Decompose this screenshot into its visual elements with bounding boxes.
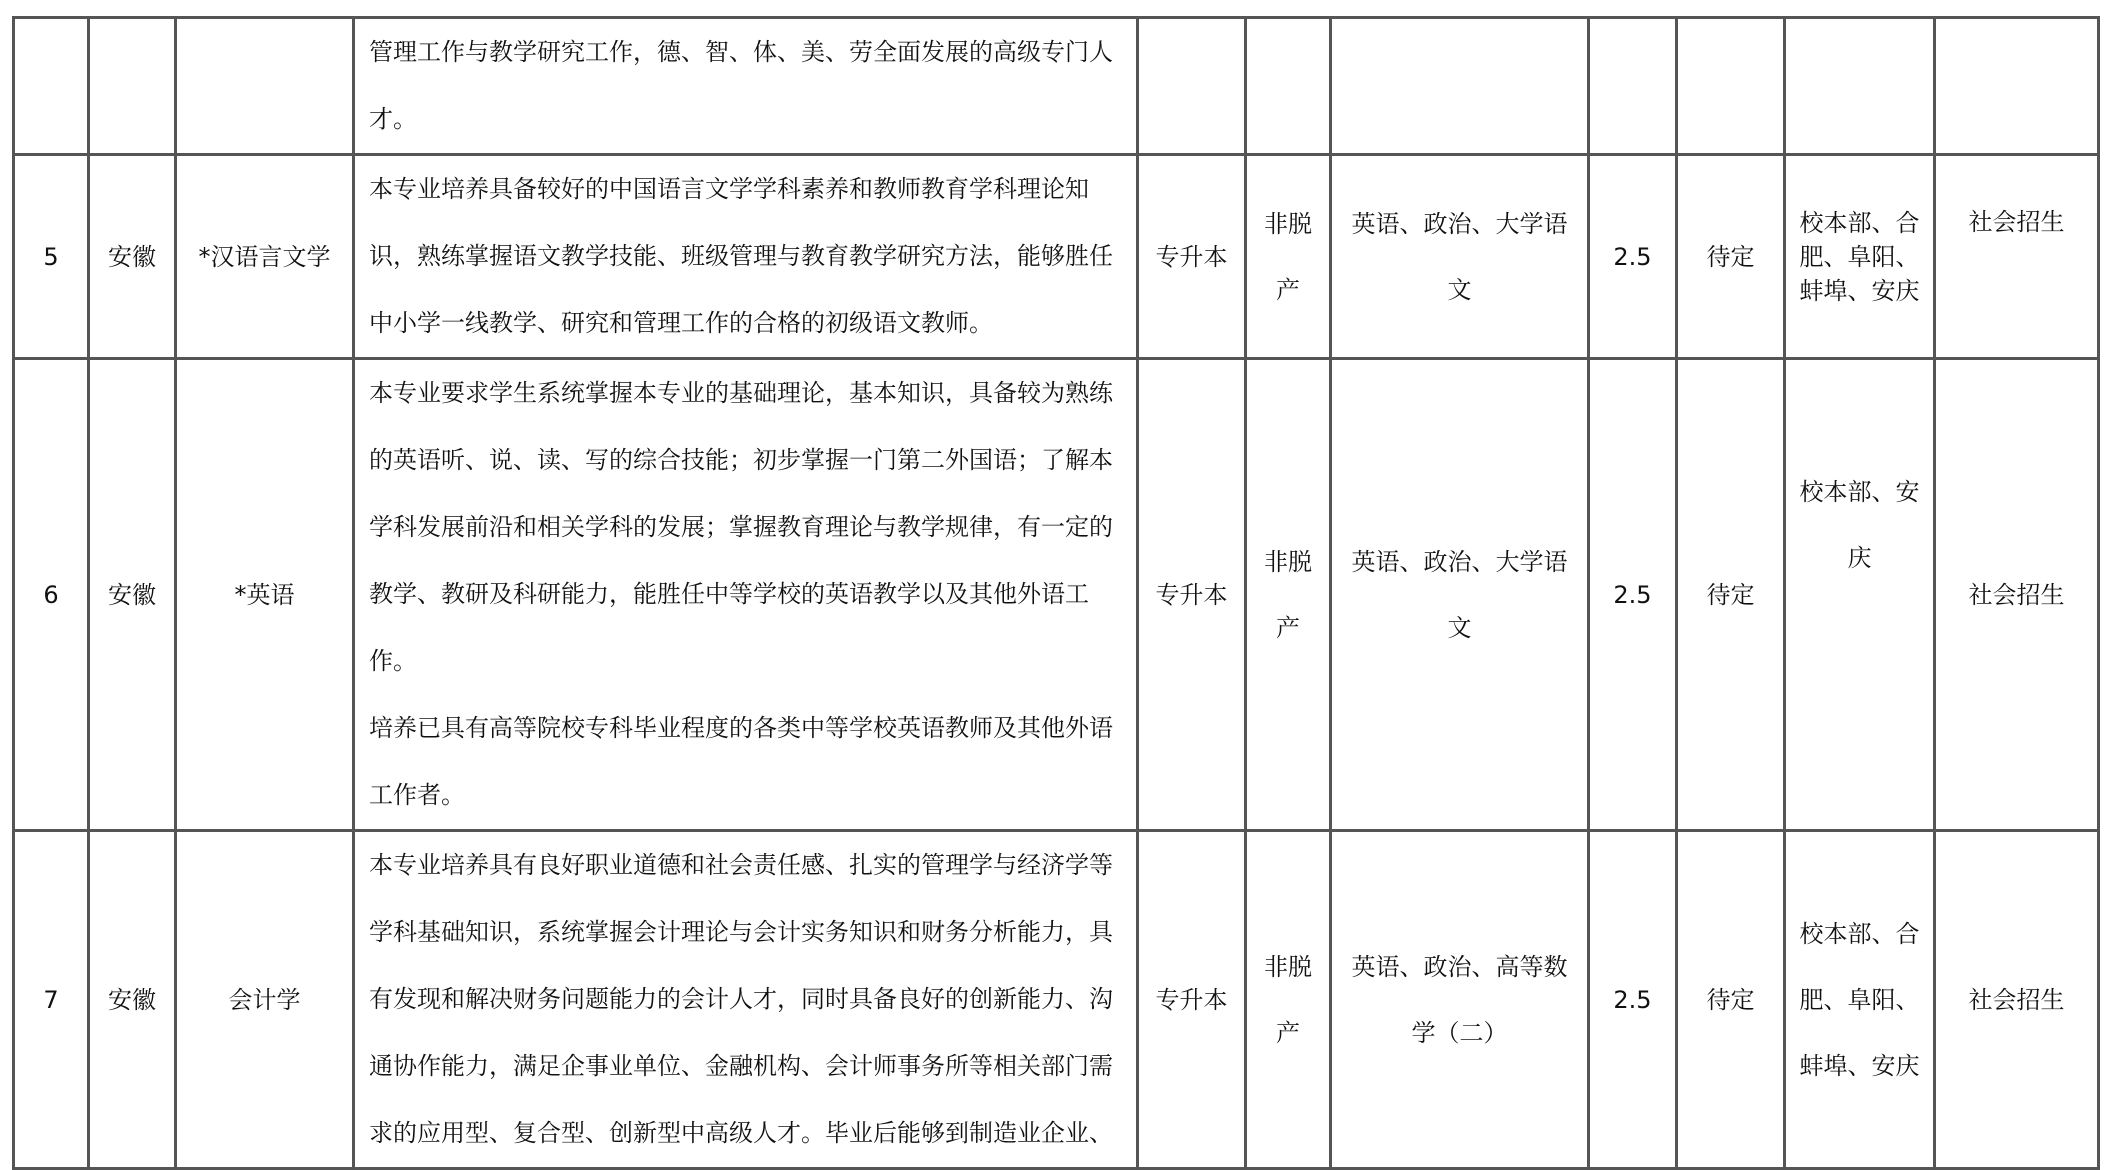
cell-study-form	[1246, 359, 1331, 831]
cell-campus	[1785, 359, 1935, 831]
cell-fee: 待定	[1677, 155, 1785, 359]
campus-line: 校本部、安	[1799, 478, 1920, 506]
desc-line: 学科基础知识，系统掌握会计理论与会计实务知识和财务分析能力，具	[369, 918, 1113, 946]
cell-campus	[1785, 831, 1935, 1169]
cell-exam-subjects	[1331, 18, 1589, 155]
form-line: 产	[1276, 1018, 1300, 1047]
exam-line: 英语、政治、高等数	[1351, 952, 1568, 981]
form-line: 非脱	[1264, 547, 1312, 576]
cell-years: 2.5	[1589, 155, 1677, 359]
cell-description	[354, 155, 1138, 359]
cell-description	[354, 18, 1138, 155]
cell-level	[1138, 18, 1246, 155]
table-row	[14, 18, 2099, 155]
desc-line: 管理工作与教学研究工作，德、智、体、美、劳全面发展的高级专门人	[369, 38, 1113, 66]
exam-line: 学（二）	[1411, 1018, 1508, 1047]
cell-years	[1589, 18, 1677, 155]
table-row	[14, 359, 2099, 831]
form-line: 非脱	[1264, 952, 1312, 981]
cell-description	[354, 831, 1138, 1169]
majors-table	[12, 16, 2100, 1170]
cell-campus	[1785, 18, 1935, 155]
cell-study-form	[1246, 18, 1331, 155]
campus-line: 庆	[1847, 544, 1872, 572]
desc-line: 的英语听、说、读、写的综合技能；初步掌握一门第二外国语；了解本	[369, 446, 1113, 474]
desc-line: 求的应用型、复合型、创新型中高级人才。毕业后能够到制造业企业、	[369, 1119, 1113, 1147]
desc-line: 本专业培养具备较好的中国语言文学学科素养和教师教育学科理论知	[369, 175, 1089, 203]
table-row	[14, 155, 2099, 359]
cell-province: 安徽	[89, 155, 176, 359]
desc-line: 本专业培养具有良好职业道德和社会责任感、扎实的管理学与经济学等	[369, 851, 1113, 879]
cell-level: 专升本	[1138, 359, 1246, 831]
table-row	[14, 831, 2099, 1169]
exam-line: 英语、政治、大学语	[1351, 547, 1568, 576]
cell-exam-subjects	[1331, 831, 1589, 1169]
exam-line: 文	[1447, 613, 1472, 642]
cell-level: 专升本	[1138, 155, 1246, 359]
campus-line: 肥、阜阳、	[1799, 985, 1920, 1014]
cell-major: *汉语言文学	[176, 155, 354, 359]
exam-line: 文	[1447, 275, 1472, 304]
cell-campus	[1785, 155, 1935, 359]
campus-line: 肥、阜阳、	[1799, 242, 1920, 271]
campus-line: 蚌埠、安庆	[1799, 276, 1920, 305]
desc-line: 本专业要求学生系统掌握本专业的基础理论，基本知识，具备较为熟练	[369, 379, 1113, 407]
cell-province: 安徽	[89, 831, 176, 1169]
cell-exam-subjects	[1331, 359, 1589, 831]
cell-province: 安徽	[89, 359, 176, 831]
cell-study-form	[1246, 831, 1331, 1169]
desc-line: 教学、教研及科研能力，能胜任中等学校的英语教学以及其他外语工作。	[369, 580, 1089, 675]
cell-fee	[1677, 18, 1785, 155]
campus-line: 蚌埠、安庆	[1799, 1051, 1920, 1080]
cell-years: 2.5	[1589, 359, 1677, 831]
campus-line: 校本部、合	[1799, 919, 1920, 948]
desc-line: 才。	[369, 105, 417, 133]
desc-line: 学科发展前沿和相关学科的发展；掌握教育理论与教学规律，有一定的	[369, 513, 1113, 541]
cell-fee: 待定	[1677, 831, 1785, 1169]
cell-description	[354, 359, 1138, 831]
cell-exam-subjects	[1331, 155, 1589, 359]
cell-target: 社会招生	[1935, 155, 2099, 359]
cell-no: 5	[14, 155, 89, 359]
cell-no: 6	[14, 359, 89, 831]
exam-line: 英语、政治、大学语	[1351, 209, 1568, 238]
cell-level: 专升本	[1138, 831, 1246, 1169]
cell-province	[89, 18, 176, 155]
desc-line: 工作者。	[369, 781, 465, 809]
cell-target	[1935, 18, 2099, 155]
cell-target: 社会招生	[1935, 831, 2099, 1169]
form-line: 产	[1276, 613, 1300, 642]
cell-target: 社会招生	[1935, 359, 2099, 831]
cell-study-form	[1246, 155, 1331, 359]
cell-major: *英语	[176, 359, 354, 831]
form-line: 非脱	[1264, 209, 1312, 238]
desc-line: 通协作能力，满足企事业单位、金融机构、会计师事务所等相关部门需	[369, 1052, 1113, 1080]
cell-major: 会计学	[176, 831, 354, 1169]
desc-line: 有发现和解决财务问题能力的会计人才，同时具备良好的创新能力、沟	[369, 985, 1113, 1013]
cell-fee: 待定	[1677, 359, 1785, 831]
campus-line: 校本部、合	[1799, 208, 1920, 237]
desc-line: 识，熟练掌握语文教学技能、班级管理与教育教学研究方法，能够胜任	[369, 242, 1113, 270]
cell-no	[14, 18, 89, 155]
desc-line: 中小学一线教学、研究和管理工作的合格的初级语文教师。	[369, 309, 993, 337]
form-line: 产	[1276, 275, 1300, 304]
cell-years: 2.5	[1589, 831, 1677, 1169]
cell-major	[176, 18, 354, 155]
desc-line: 培养已具有高等院校专科毕业程度的各类中等学校英语教师及其他外语	[369, 714, 1113, 742]
cell-no: 7	[14, 831, 89, 1169]
